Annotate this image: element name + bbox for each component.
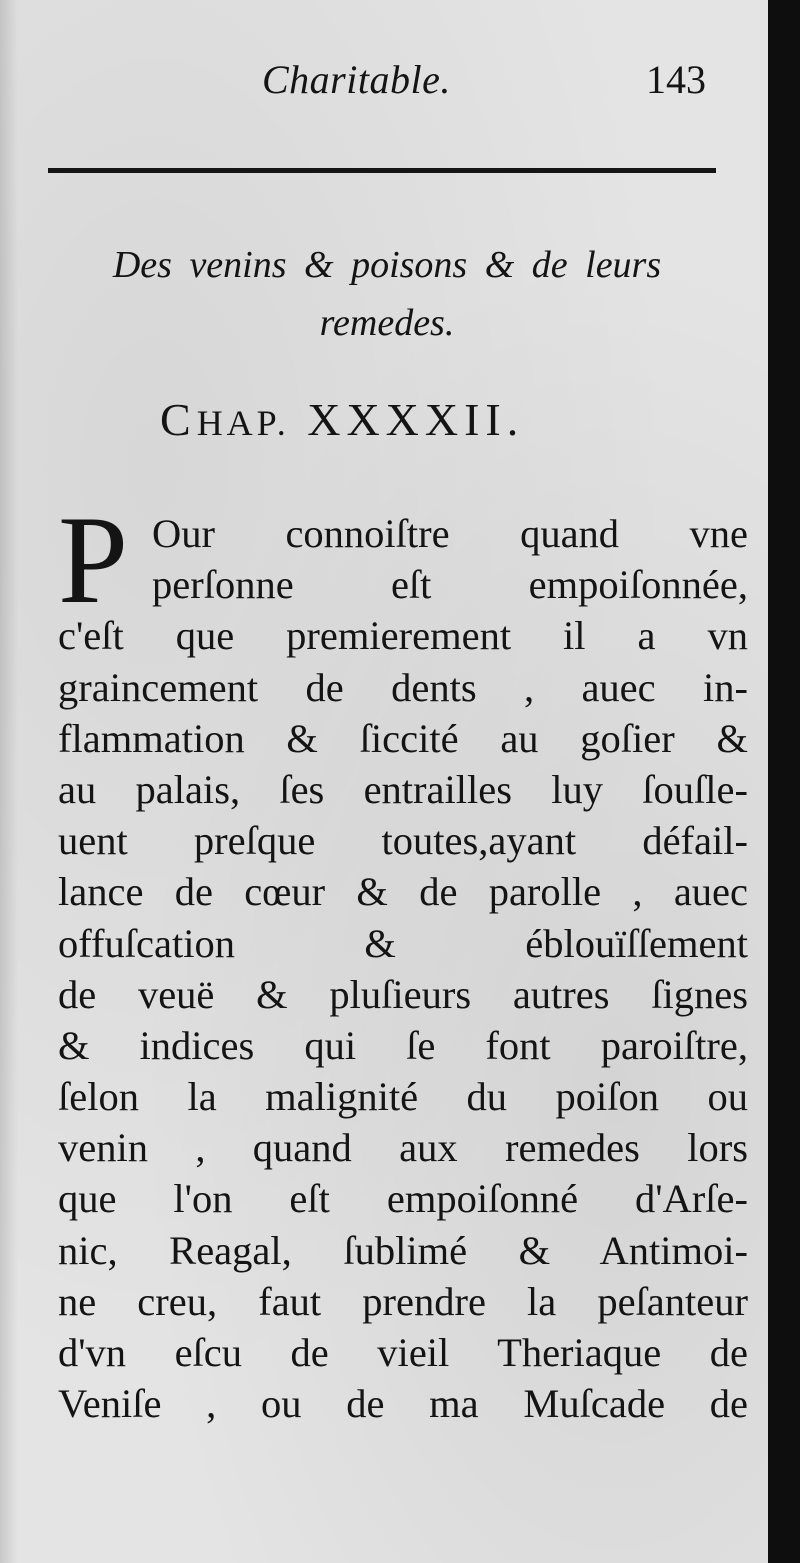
text-line: nic, Reagal, ſublimé & Antimoi-: [58, 1227, 748, 1273]
text-line: que l'on eſt empoiſonné d'Arſe-: [58, 1176, 748, 1222]
text-line: Veniſe , ou de ma Muſcade de: [58, 1381, 748, 1427]
text-line: au palais, ſes entrailles luy ſouſle-: [58, 766, 748, 812]
text-line: c'eſt que premierement il a vn: [58, 613, 748, 659]
text-line: de veuë & pluſieurs autres ſignes: [58, 971, 748, 1017]
text-line: venin , quand aux remedes lors: [58, 1125, 748, 1171]
header-rule: [48, 168, 716, 173]
section-title: [42, 236, 732, 352]
drop-cap: P: [58, 491, 129, 630]
chapter-heading: [160, 390, 640, 453]
section-title-line-2: remedes.: [319, 302, 455, 344]
text-line: perſonne eſt empoiſonnée,: [152, 562, 748, 608]
text-line: offuſcation & éblouïſſement: [58, 920, 748, 966]
text-line: uent preſque toutes,ayant défail-: [58, 818, 748, 864]
section-title-line-1: Des venins & poisons & de leurs: [112, 244, 662, 286]
text-line: lance de cœur & de parolle , auec: [58, 869, 748, 915]
running-head: [0, 52, 768, 112]
text-line: flammation & ſiccité au goſier &: [58, 715, 748, 761]
page-number: 143: [646, 57, 706, 102]
body-text: [58, 491, 748, 1429]
page-edge-shadow: [768, 0, 800, 1563]
running-title: Charitable.: [262, 57, 451, 102]
text-line: graincement de dents , auec in-: [58, 664, 748, 710]
chapter-prefix-small: HAP.: [196, 403, 290, 443]
chapter-numeral: XXXXII.: [307, 394, 525, 445]
text-line: Our connoiſtre quand vne: [152, 511, 748, 556]
chapter-prefix: C: [160, 394, 197, 445]
text-line: ſelon la malignité du poiſon ou: [58, 1074, 748, 1120]
text-line: ne creu, faut prendre la peſanteur: [58, 1278, 748, 1324]
text-line: & indices qui ſe font paroiſtre,: [58, 1022, 748, 1068]
text-line: d'vn eſcu de vieil Theriaque de: [58, 1330, 748, 1375]
